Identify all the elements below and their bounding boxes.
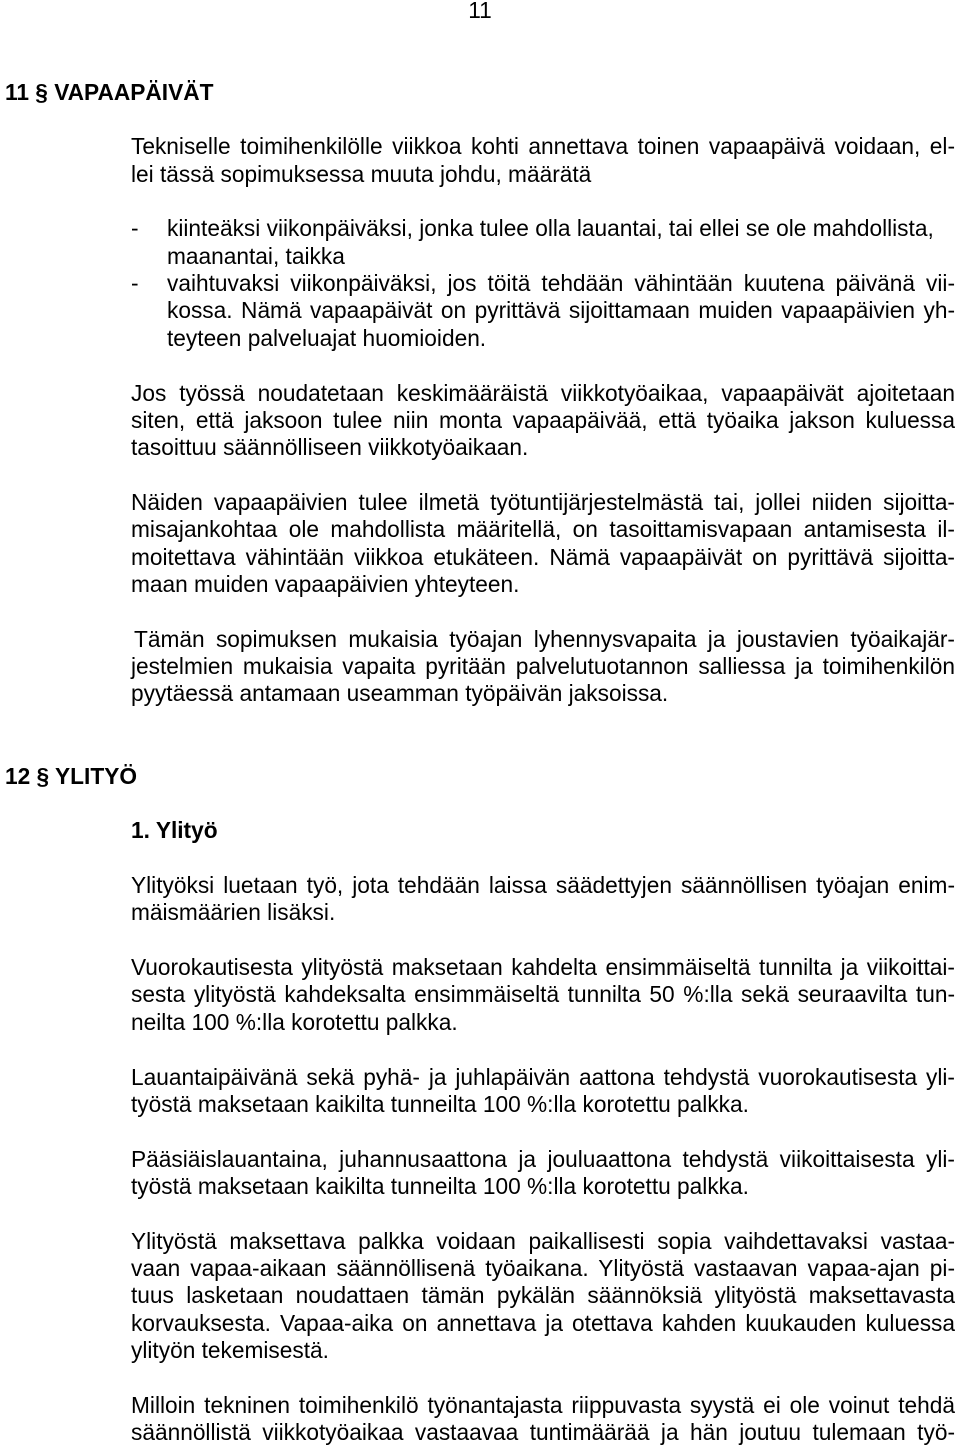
dash-bullet: - [131,270,139,297]
paragraph-line: Tekniselle toimihenkilölle viikkoa kohti annettava toinen vapaapäivä voidaan, el- [131,133,955,160]
paragraph [131,380,955,462]
paragraph-line: lei tässä sopimuksessa muuta johdu, määrätä [131,160,592,187]
paragraph [131,872,955,927]
intro-paragraph [131,133,955,188]
paragraph-line: maan muiden vapaapäivien yhteyteen. [131,571,520,598]
dash-list [131,215,955,352]
paragraph-line: mäismäärien lisäksi. [131,899,336,926]
paragraph-line: Pääsiäislauantaina, juhannusaattona ja jouluaattona tehdystä viikoittaisesta yli- [131,1145,955,1172]
paragraph [131,1146,955,1201]
dash-bullet: - [131,215,139,242]
paragraph-line: pyytäessä antamaan useamman työpäivän jaksoissa. [131,680,669,707]
paragraph-line: misajankohtaa ole mahdollista määritellä, on tasoittamisvapaan antamisesta il- [131,516,955,543]
paragraph-line: neilta 100 %:lla korotettu palkka. [131,1008,458,1035]
paragraph [131,954,955,1036]
paragraph-line: Milloin tekninen toimihenkilö työnantajasta riippuvasta syystä ei ole voinut tehdä [131,1391,955,1418]
paragraph-line: jestelmien mukaisia vapaita pyritään palvelutuotannon salliessa ja toimihenkilön [131,653,955,680]
subheading: 1. Ylityö [131,817,218,844]
paragraph [131,489,955,598]
list-item-line: kossa. Nämä vapaapäivät on pyrittävä sijoittamaan muiden vapaapäivien yh- [167,297,955,324]
list-item [131,215,955,270]
list-item-line: vaihtuvaksi viikonpäiväksi, jos töitä tehdään vähintään kuutena päivänä vii- [167,270,955,297]
paragraph-line: korvauksesta. Vapaa-aika on annettava ja otettava kahden kuukauden kuluessa [131,1309,955,1336]
section-heading-vapaapaivat: 11 § VAPAAPÄIVÄT [5,78,214,105]
paragraph-line: tuus lasketaan noudattaen tämän pykälän säännöksiä ylityöstä maksettavasta [131,1282,955,1309]
paragraph-line: työstä maksetaan kaikilta tunneilta 100 %:lla korotettu palkka. [131,1172,749,1199]
paragraph-line: Jos työssä noudatetaan keskimääräistä viikkotyöaikaa, vapaapäivät ajoitetaan [131,379,955,406]
paragraph-line: Vuorokautisesta ylityöstä maksetaan kahdelta ensimmäiseltä tunnilta ja viikoittai- [131,954,955,981]
paragraph [131,1228,955,1365]
paragraph-line: Ylityöstä maksettava palkka voidaan paikallisesti sopia vaihdettavaksi vastaa- [131,1227,955,1254]
list-item-line: maanantai, taikka [167,242,345,269]
paragraph-line: sesta ylityöstä kahdeksalta ensimmäiseltä tunnilta 50 %:lla sekä seuraavilta tun- [131,981,955,1008]
list-item [131,270,955,352]
list-item-line: teyteen palveluajat huomioiden. [167,324,487,351]
paragraph-line: työstä maksetaan kaikilta tunneilta 100 %:lla korotettu palkka. [131,1090,749,1117]
paragraph-line: ylityön tekemisestä. [131,1337,329,1364]
paragraph-line: vaan vapaa-aikaan säännöllisenä työaikana. Ylityöstä vastaavan vapaa-ajan pi- [131,1255,955,1282]
paragraph [131,1064,955,1119]
paragraph-line: Näiden vapaapäivien tulee ilmetä työtuntijärjestelmästä tai, jollei niiden sijoitta- [131,488,955,515]
paragraph-line: Ylityöksi luetaan työ, jota tehdään laissa säädettyjen säännöllisen työajan enim- [131,872,955,898]
page-number: 11 [468,0,492,23]
paragraph-line: säännöllistä viikkotyöaikaa vastaavaa tuntimäärää ja hän joutuu tulemaan työ- [131,1419,955,1446]
paragraph [131,626,955,708]
list-item-line: kiinteäksi viikonpäiväksi, jonka tulee olla lauantai, tai ellei se ole mahdollista, [167,215,934,242]
paragraph-line: moitettava vähintään viikkoa etukäteen. Nämä vapaapäivät on pyrittävä sijoitta- [131,543,955,570]
paragraph-line: tasoittuu säännölliseen viikkotyöaikaan. [131,434,529,461]
paragraph-line: Lauantaipäivänä sekä pyhä- ja juhlapäivän aattona tehdystä vuorokautisesta yli- [131,1063,955,1090]
paragraph-line: Tämän sopimuksen mukaisia työajan lyhennysvapaita ja joustavien työaikajär- [134,625,955,652]
subsection [131,817,955,844]
section-heading-ylityo: 12 § YLITYÖ [5,762,137,789]
paragraph [131,1392,955,1447]
paragraph-line: siten, että jaksoon tulee niin monta vapaapäivää, että työaika jakson kuluessa [131,406,955,433]
